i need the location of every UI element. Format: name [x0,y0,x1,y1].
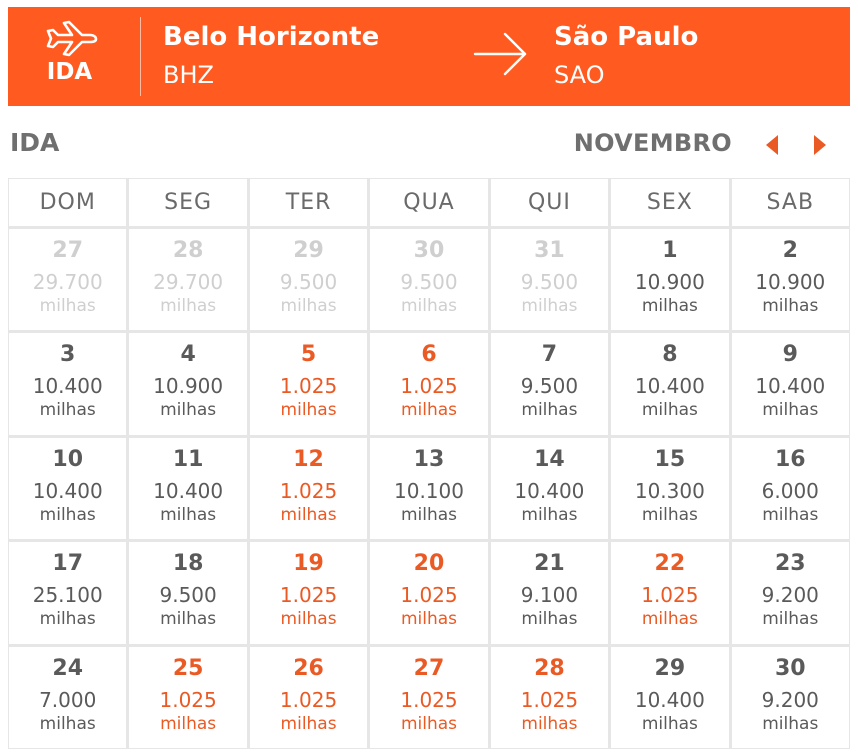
day-unit: milhas [762,713,819,734]
caret-left-icon[interactable] [760,132,784,158]
day-cell[interactable] [491,647,608,748]
day-cell[interactable] [491,333,608,434]
day-unit: milhas [400,296,458,316]
day-unit: milhas [280,504,337,525]
day-number: 16 [774,446,806,472]
day-unit: milhas [39,713,96,734]
day-number: 21 [534,551,565,577]
day-unit: milhas [641,609,698,630]
day-price: 1.025 [159,687,217,712]
day-number: 26 [293,655,324,681]
day-cell[interactable] [9,438,126,539]
day-unit: milhas [39,296,96,316]
trip-type[interactable] [8,7,141,106]
day-price: 25.100 [32,583,103,608]
header-divider [140,17,141,96]
day-unit: milhas [400,609,458,630]
calendar-grid [8,178,850,749]
weekday-thu: QUI [491,179,608,226]
day-unit: milhas [160,609,217,630]
day-number: 20 [413,551,445,577]
day-price: 1.025 [520,687,579,712]
trip-type-label: IDA [46,59,93,85]
destination-city-code: SAO [554,61,605,89]
day-number: 19 [293,551,324,577]
section-title: IDA [10,128,60,157]
day-price: 10.400 [514,478,585,503]
weekday-fri: SEX [611,179,728,226]
day-cell [129,229,246,330]
day-unit: milhas [762,296,819,316]
arrow-right-icon [471,29,531,79]
day-cell[interactable] [250,542,367,643]
day-cell[interactable] [250,438,367,539]
day-price: 10.900 [634,270,705,294]
day-number: 15 [654,446,686,472]
day-number: 3 [60,342,76,368]
day-cell[interactable] [129,333,246,434]
day-cell[interactable] [611,229,728,330]
day-price: 9.500 [159,583,217,608]
month-bar [8,120,850,170]
day-unit: milhas [762,609,819,630]
day-price: 29.700 [32,270,103,294]
day-price: 9.200 [761,687,819,712]
day-cell[interactable] [250,647,367,748]
day-number: 28 [172,238,204,263]
day-price: 9.500 [400,270,458,294]
day-unit: milhas [400,713,458,734]
day-unit: milhas [160,713,217,734]
day-cell[interactable] [129,438,246,539]
day-price: 1.025 [279,687,338,712]
day-unit: milhas [641,400,698,421]
day-number: 28 [534,655,565,681]
day-price: 10.300 [634,478,705,503]
day-number: 10 [52,446,84,472]
day-unit: milhas [521,713,578,734]
caret-right-icon[interactable] [808,132,832,158]
day-cell[interactable] [9,333,126,434]
day-price: 6.000 [761,478,819,503]
day-unit: milhas [39,400,96,421]
day-price: 9.500 [520,374,579,399]
day-number: 11 [172,446,204,472]
day-price: 10.400 [755,374,826,399]
day-unit: milhas [400,400,458,421]
origin-city-code: BHZ [163,61,214,89]
day-cell[interactable] [732,333,849,434]
destination-city[interactable] [554,20,698,92]
day-number: 14 [534,446,565,472]
day-price: 10.400 [153,478,224,503]
day-unit: milhas [521,609,578,630]
day-unit: milhas [762,504,819,525]
day-price: 10.400 [634,687,705,712]
weekday-sat: SAB [732,179,849,226]
day-number: 24 [52,655,84,681]
day-cell[interactable] [732,438,849,539]
day-number: 27 [52,238,84,263]
day-price: 7.000 [39,687,97,712]
day-unit: milhas [400,504,458,525]
day-cell[interactable] [611,333,728,434]
day-cell[interactable] [732,647,849,748]
day-unit: milhas [160,504,217,525]
day-cell[interactable] [370,542,487,643]
weekday-tue: TER [250,179,367,226]
day-cell[interactable] [611,647,728,748]
day-unit: milhas [160,400,217,421]
day-cell [250,229,367,330]
route-header [8,7,850,106]
day-cell[interactable] [491,438,608,539]
day-price: 9.500 [520,270,579,294]
day-number: 13 [413,446,445,472]
day-price: 1.025 [641,583,699,608]
day-unit: milhas [280,713,337,734]
day-number: 18 [172,551,204,577]
day-number: 4 [180,342,196,368]
day-cell[interactable] [732,542,849,643]
day-unit: milhas [521,504,578,525]
day-price: 10.900 [755,270,826,294]
day-unit: milhas [521,400,578,421]
day-number: 9 [782,342,798,368]
day-unit: milhas [762,400,819,421]
day-cell[interactable] [9,542,126,643]
day-cell[interactable] [250,333,367,434]
day-number: 8 [662,342,678,368]
day-cell[interactable] [611,438,728,539]
day-number: 29 [654,655,686,681]
day-price: 29.700 [153,270,224,294]
day-unit: milhas [280,400,337,421]
day-unit: milhas [641,504,698,525]
origin-city-name: Belo Horizonte [163,22,380,52]
day-cell [491,229,608,330]
day-price: 1.025 [400,583,458,608]
day-price: 1.025 [279,478,338,503]
day-cell[interactable] [129,542,246,643]
day-cell[interactable] [370,438,487,539]
day-number: 25 [172,655,204,681]
day-unit: milhas [280,296,337,316]
day-cell[interactable] [129,647,246,748]
day-number: 27 [413,655,445,681]
day-unit: milhas [39,504,96,525]
day-unit: milhas [280,609,337,630]
day-price: 10.400 [32,374,103,399]
weekday-mon: SEG [129,179,246,226]
day-cell[interactable] [9,647,126,748]
day-price: 10.400 [32,478,103,503]
destination-city-name: São Paulo [554,22,699,52]
day-cell [370,229,487,330]
day-number: 17 [52,551,84,577]
day-price: 9.500 [279,270,338,294]
day-cell[interactable] [732,229,849,330]
month-name: NOVEMBRO [573,129,732,157]
day-price: 1.025 [400,374,458,399]
day-number: 30 [413,238,445,263]
origin-city[interactable] [163,20,379,92]
day-price: 9.100 [520,583,579,608]
day-cell [9,229,126,330]
day-cell[interactable] [491,542,608,643]
weekday-sun: DOM [9,179,126,226]
day-number: 2 [782,238,798,263]
day-number: 5 [300,342,317,368]
day-price: 10.400 [634,374,705,399]
weekday-wed: QUA [370,179,487,226]
day-number: 29 [293,238,324,263]
day-number: 1 [662,238,678,263]
day-number: 12 [293,446,324,472]
day-number: 6 [421,342,437,368]
day-unit: milhas [641,713,698,734]
day-unit: milhas [160,296,217,316]
day-number: 31 [534,238,565,263]
day-price: 10.900 [153,374,224,399]
day-cell[interactable] [611,542,728,643]
day-number: 22 [654,551,686,577]
day-cell[interactable] [370,333,487,434]
day-price: 1.025 [400,687,458,712]
plane-icon [42,17,98,57]
day-unit: milhas [641,296,698,316]
day-price: 10.100 [394,478,464,503]
day-cell[interactable] [370,647,487,748]
day-unit: milhas [39,609,96,630]
day-price: 9.200 [761,583,819,608]
day-price: 1.025 [279,583,338,608]
day-number: 30 [774,655,806,681]
day-number: 7 [541,342,558,368]
day-unit: milhas [521,296,578,316]
day-number: 23 [774,551,806,577]
day-price: 1.025 [279,374,338,399]
